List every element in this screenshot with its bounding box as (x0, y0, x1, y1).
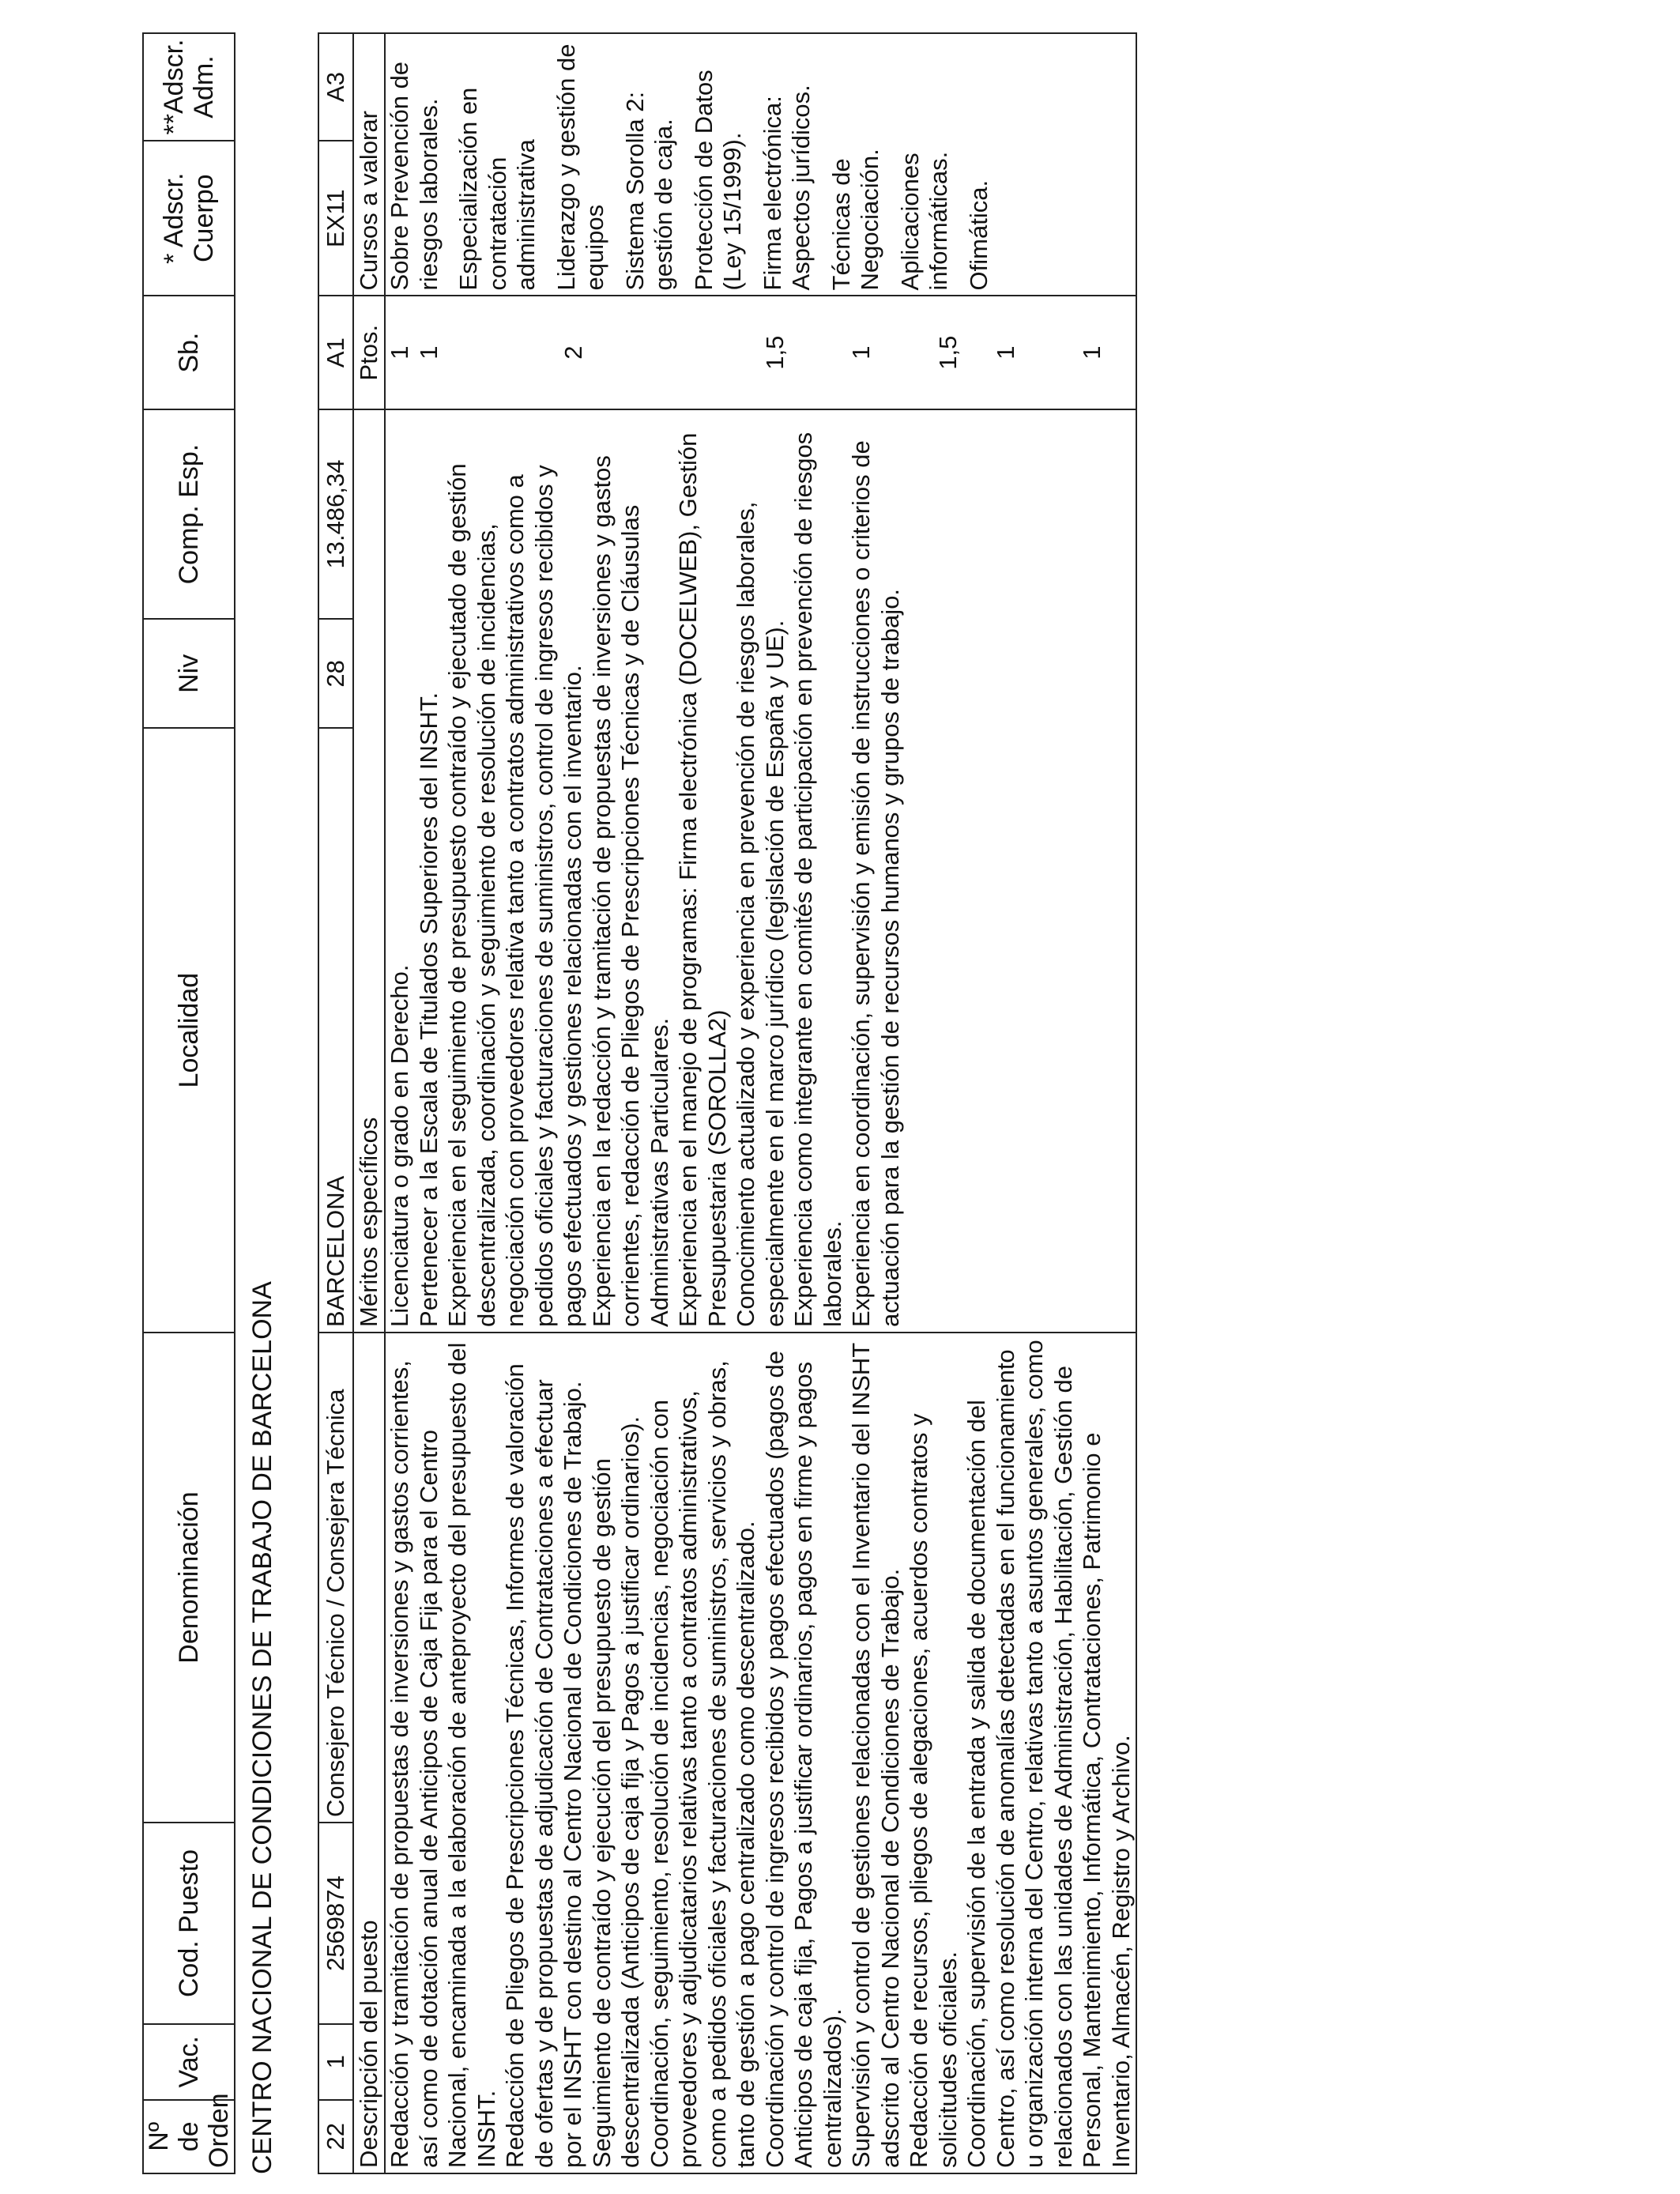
merito-item: Pertenecer a la Escala de Titulados Superiores del INSHT. (414, 692, 443, 1327)
cell-cod-puesto: 2569874 (318, 1823, 353, 2024)
header-table (142, 32, 235, 2174)
curso-item: Protección de Datos (Ley 15/1999). (689, 70, 746, 291)
descripcion-item: Supervisión y control de gestiones relacionadas con el Inventario del INSHT adscrito al Centro Nacional de Condiciones de Trabajo. (847, 1343, 904, 2168)
merito-item: Experiencia en el manejo de programas: Firma electrónica (DOCELWEB), Gestión Presupuestaria (SOROLLA2) (674, 432, 731, 1327)
merito-item: Experiencia en el seguimiento de presupuesto contraído y ejecutado de gestión descentralizada, coordinación y seguimiento de resolución de incidencias, negociación con proveedores relativa tanto a contratos administrativos como a pedidos oficiales y facturaciones de suministros, control de ingresos recibidos y pagos efectuados y gestiones relacionadas con el inventario. (443, 463, 586, 1327)
meritos-cell (385, 409, 1136, 1333)
cell-denominacion: Consejero Técnico / Consejera Técnica (318, 1333, 353, 1823)
detail-table (318, 32, 1137, 2174)
descripcion-item: Redacción de recursos, pliegos de alegaciones, acuerdos contratos y solicitudes oficiales. (905, 1413, 962, 2168)
merito-pts: 1 (991, 345, 1019, 360)
curso-item: Liderazgo y gestión de equipos (552, 43, 608, 291)
descripcion-item: Coordinación, supervisión de la entrada y salida de documentación del Centro, así como resolución de anomalías detectadas en el funcionamiento u organización interna del Centro, relativas tanto a asuntos generales, como relacionados con las unidades de Administración, Habilitación, Gestión de Personal, Mantenimiento, Informática, Contrataciones, Patrimonio e Inventario, Almacén, Registro y Archivo. (962, 1340, 1135, 2168)
curso-item: Ofimática. (964, 179, 993, 291)
cursos-cell (385, 33, 1136, 296)
header-localidad: Localidad (143, 728, 235, 1333)
ptos-cell (385, 296, 1136, 409)
header-denominacion: Denominación (143, 1333, 235, 1823)
cell-sb: A1 (318, 296, 353, 409)
descripcion-item: Redacción de Pliegos de Prescripciones Técnicas, Informes de valoración de ofertas y de propuestas de adjudicación de Contrataciones a efectuar por el INSHT con destino al Centro Nacional de Condiciones de Trabajo. (501, 1363, 586, 2168)
descripcion-cell (385, 1333, 1136, 2173)
header-adscr-adm: **Adscr. Adm. (143, 33, 235, 141)
cell-cuerpo: EX11 (318, 141, 353, 296)
merito-pts: 1,5 (933, 335, 962, 370)
header-vac: Vac. (143, 2024, 235, 2100)
merito-pts: 1 (1078, 345, 1106, 360)
label-descripcion: Descripción del puesto (353, 1333, 385, 2173)
header-comp-esp: Comp. Esp. (143, 409, 235, 619)
curso-item: Especialización en contratación administrativa (454, 87, 540, 291)
header-cod-puesto: Cod. Puesto (143, 1823, 235, 2024)
merito-item: Experiencia en coordinación, supervisión y emisión de instrucciones o criterios de actuación para la gestión de recursos humanos y grupos de trabajo. (847, 440, 904, 1327)
merito-pts: 2 (559, 345, 587, 360)
label-cursos: Cursos a valorar (353, 33, 385, 296)
curso-item: Sobre Prevención de riesgos laborales. (386, 61, 443, 291)
curso-item: Aplicaciones informáticas. (895, 151, 952, 291)
descripcion-item: Seguimiento de contraído y ejecución del presupuesto de gestión descentralizada (Anticipos de caja fija y Pagos a justificar ordinarios). (587, 1416, 644, 2168)
section-title: CENTRO NACIONAL DE CONDICIONES DE TRABAJO DE BARCELONA (247, 1281, 277, 2174)
curso-item: Sistema Sorolla 2: gestión de caja. (620, 91, 677, 291)
header-orden: Nº de Orden (143, 2100, 235, 2173)
descripcion-item: Coordinación, seguimiento, resolución de incidencias, negociación con proveedores y adjudicatarios relativas tanto a contratos administrativos, como a pedidos oficiales y facturaciones de suministros, servicios y obras, tanto de gestión a pago centralizado como descentralizado. (645, 1360, 759, 2168)
label-meritos: Méritos específicos (353, 409, 385, 1333)
cell-orden: 22 (318, 2100, 353, 2173)
curso-item: Firma electrónica: Aspectos jurídicos. (758, 85, 815, 291)
merito-pts: 1,5 (760, 335, 789, 370)
header-adscr-cuerpo: * Adscr. Cuerpo (143, 141, 235, 296)
curso-item: Técnicas de Negociación. (827, 149, 883, 291)
label-ptos: Ptos. (353, 296, 385, 409)
merito-item: Licenciatura o grado en Derecho. (386, 964, 413, 1327)
descripcion-item: Redacción y tramitación de propuestas de inversiones y gastos corrientes, así como de dotación anual de Anticipos de Caja Fija para el Centro Nacional, encaminada a la elaboración de anteproyecto del presupuesto del INSHT. (386, 1342, 500, 2168)
cell-vac: 1 (318, 2024, 353, 2100)
descripcion-item: Coordinación y control de ingresos recibidos y pagos efectuados (pagos de Anticipos de caja fija, Pagos a justificar ordinarios, pagos en firme y pagos centralizados). (760, 1351, 846, 2168)
merito-item: Experiencia en la redacción y tramitación de propuestas de inversiones y gastos corrientes, redacción de Pliegos de Prescripciones Técnicas y de Cláusulas Administrativas Particulares. (587, 455, 673, 1327)
merito-pts: 1 (386, 345, 413, 360)
header-sb: Sb. (143, 296, 235, 409)
cell-niv: 28 (318, 619, 353, 728)
merito-item: Conocimiento actualizado y experiencia en prevención de riesgos laborales, especialmente en el marco jurídico (legislación de España y UE). (732, 501, 789, 1327)
cell-comp-esp: 13.486,34 (318, 409, 353, 619)
header-niv: Niv (143, 619, 235, 728)
merito-item: Experiencia como integrante en comités de participación en prevención de riesgos laborales. (789, 432, 846, 1327)
merito-pts: 1 (414, 345, 443, 360)
cell-localidad: BARCELONA (318, 728, 353, 1333)
cell-adm: A3 (318, 33, 353, 141)
merito-pts: 1 (847, 345, 875, 360)
